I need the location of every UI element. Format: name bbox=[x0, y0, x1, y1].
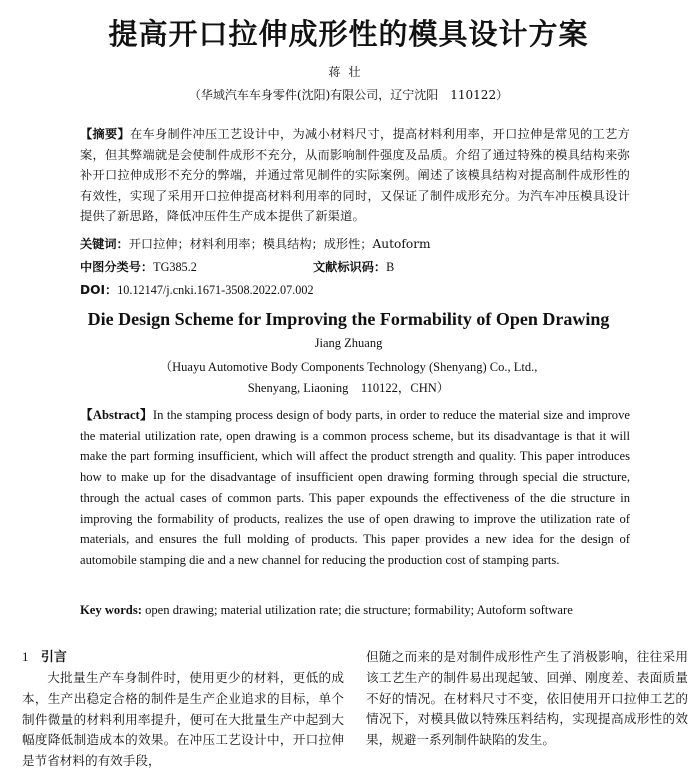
abstract-cn bbox=[80, 124, 630, 227]
classification-line bbox=[80, 258, 197, 275]
clc-label: 中图分类号： bbox=[80, 260, 154, 274]
english-author: Jiang Zhuang bbox=[314, 336, 383, 350]
author-affiliation: （华域汽车车身零件(沈阳)有限公司，辽宁沈阳 110122） bbox=[188, 88, 509, 102]
keywords-cn-text: 开口拉伸；材料利用率；模具结构；成形性；Autoform bbox=[128, 237, 431, 251]
body-column-right: 但随之而来的是对制件成形性产生了消极影响，往往采用该工艺生产的制件易出现起皱、回弹、刚度差、表面质量不好的情况。在材料尺寸不变，依旧使用开口拉伸工艺的情况下，对模具做以特殊压料结构，实现提高成形性的效果，规避一系列制件缺陷的发生。 bbox=[366, 649, 688, 748]
doi-line bbox=[80, 281, 314, 298]
body-column-left: 大批量生产车身制件时，使用更少的材料，更低的成本，生产出稳定合格的制件是生产企业追求的目标，单个制件微量的材料利用率提升，便可在大批量生产中起到大幅度降低制造成本的效果。在冲压工艺设计中，开口拉伸是节省材料的有效手段， bbox=[22, 670, 344, 769]
paper-title: 提高开口拉伸成形性的模具设计方案 bbox=[108, 17, 589, 51]
abstract-en bbox=[80, 405, 630, 571]
doc-code-label: 文献标识码： bbox=[313, 260, 387, 274]
doi-label: DOI： bbox=[80, 283, 118, 297]
doc-code-value: B bbox=[386, 260, 395, 274]
abstract-en-text: In the stamping process design of body parts, in order to reduce the material size and improve the material utilization rate, open drawing is a common process scheme, but its disadvantage is that it will make the part forming insufficient, which will affect the product strength and quality. This paper introduces how to make up for the disadvantage of insufficient open drawing forming through special die structure, through the actual cases of common parts. This paper expounds the effectiveness of the die structure in improving the formability of products, realizes the use of open drawing to improve the utilization rate of materials, and ensures the full molding of products. This paper provides a new idea for the design of automobile stamping die and a new channel for reducing the production cost of stamping parts. bbox=[80, 408, 630, 567]
clc-value: TG385.2 bbox=[153, 260, 197, 274]
keywords-cn bbox=[80, 235, 431, 252]
section-heading bbox=[22, 646, 67, 665]
keywords-cn-label: 关键词： bbox=[80, 237, 129, 251]
keywords-en-label: Key words: bbox=[80, 603, 142, 617]
english-title: Die Design Scheme for Improving the Formability of Open Drawing bbox=[87, 309, 610, 329]
section-title: 引言 bbox=[40, 650, 67, 665]
abstract-en-label: 【Abstract】 bbox=[80, 408, 153, 422]
keywords-en bbox=[80, 603, 573, 618]
document-code bbox=[313, 258, 394, 275]
english-affiliation-line1: （Huayu Automotive Body Components Technology (Shenyang) Co., Ltd., bbox=[159, 360, 538, 374]
english-affiliation-line2: Shenyang, Liaoning 110122，CHN） bbox=[247, 381, 450, 395]
section-number: 1 bbox=[22, 649, 29, 664]
doi-value: 10.12147/j.cnki.1671-3508.2022.07.002 bbox=[117, 283, 314, 297]
abstract-cn-label: 【摘要】 bbox=[80, 127, 131, 141]
abstract-cn-text: 在车身制件冲压工艺设计中，为减小材料尺寸，提高材料利用率，开口拉伸是常见的工艺方案，但其弊端就是会使制件成形不充分，从而影响制件强度及品质。介绍了通过特殊的模具结构来弥补开口拉伸成形不充分的弊端，并通过常见制件的实际案例。阐述了该模具结构对提高制件成形性的有效性，实现了采用开口拉伸提高材料利用率的同时，又保证了制件成形充分。为汽车冲压模具设计提供了新思路，降低冲压件生产成本提供了新渠道。 bbox=[80, 127, 630, 224]
keywords-en-text: open drawing; material utilization rate; die structure; formability; Autoform software bbox=[145, 603, 573, 617]
author-name: 蒋壮 bbox=[328, 65, 369, 79]
